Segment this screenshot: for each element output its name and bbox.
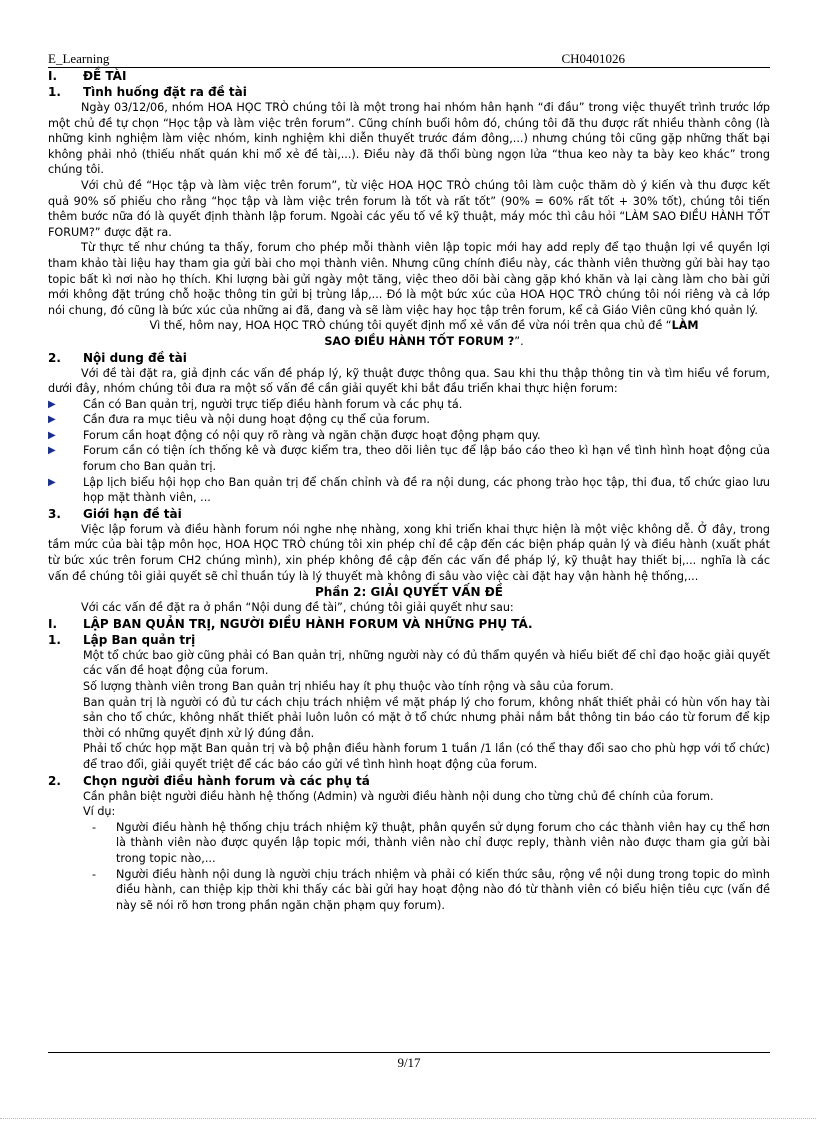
page-header: [48, 52, 770, 68]
paragraph: Số lượng thành viên trong Ban quản trị nhiều hay ít phụ thuộc vào tính rộng và sâu của forum.: [83, 680, 614, 693]
list-item: ▶ Forum cần có tiện ích thống kê và được kiểm tra, theo dõi liên tục để lập báo cáo theo kì hạn về tình hình hoạt động của forum cho Ban quản trị.: [48, 444, 770, 474]
paragraph: Việc lập forum và điều hành forum nói nghe nhẹ nhàng, xong khi triển khai thực hiện là một việc không dễ. Ở đây, trong tầm mức của bài tập môn học, HOA HỌC TRÒ chúng tôi xin phép chỉ đề cập đến các biện pháp quản lý và điều hành (xuất phát từ bức xúc trên forum CH2 chúng mình), xin phép không đề cập đến các vấn đề pháp lý, kỹ thuật hay thiết bị,... nghĩa là các vấn đề chúng tôi giải quyết sẽ chỉ thuần túy là lý thuyết mà không đi sâu vào việc cài đặt hay vận hành hệ thống,...: [48, 522, 770, 583]
list-item: - Người điều hành hệ thống chịu trách nhiệm kỹ thuật, phân quyền sử dụng forum cho các thành viên hay cụ thể hơn là thành viên nào được quyền lập topic mới, thành viên nào chỉ được reply, thành viên nào được tham gia gửi bài trong topic nào,...: [92, 820, 770, 865]
page-bottom-divider: [0, 1118, 816, 1119]
right-triangle-icon: ▶: [48, 414, 56, 426]
page-number: 9/17: [397, 1055, 421, 1070]
document-page: [48, 52, 770, 913]
paragraph: Với đề tài đặt ra, giả định các vấn đề pháp lý, kỹ thuật được thông qua. Sau khi thu thập thông tin và tìm hiểu về forum, dưới đây, nhóm chúng tôi đưa ra một số vấn đề cần giải quyết khi bắt đầu triển khai thực hiện forum:: [48, 366, 770, 396]
page-footer: [48, 1052, 770, 1071]
list-item: ▶ Lập lịch biểu hội họp cho Ban quản trị để chấn chỉnh và đề ra nội dung, các phong trào học tập, thi đua, tổ chức giao lưu họp mặt thành viên, ...: [48, 475, 770, 505]
subsection-heading: 1. Lập Ban quản trị: [48, 632, 196, 647]
list-item: ▶ Forum cần hoạt động có nội quy rõ ràng và ngăn chặn được hoạt động phạm quy.: [48, 428, 541, 442]
section-heading: I. LẬP BAN QUẢN TRỊ, NGƯỜI ĐIỀU HÀNH FORUM VÀ NHỮNG PHỤ TÁ.: [48, 616, 533, 631]
subsection-heading: 2. Chọn người điều hành forum và các phụ tá: [48, 773, 370, 788]
section-heading: I. ĐỀ TÀI: [48, 69, 127, 83]
list-item: ▶ Cần đưa ra mục tiêu và nội dung hoạt động cụ thể của forum.: [48, 413, 430, 427]
paragraph: Phải tổ chức họp mặt Ban quản trị và bộ phận điều hành forum 1 tuần /1 lần (có thể thay đổi sao cho phù hợp với tổ chức) để trao đổi, giải quyết triệt để các báo cáo gửi về tình hình hoạt động của forum.: [83, 742, 770, 771]
paragraph: Ban quản trị là người có đủ tư cách chịu trách nhiệm về mặt pháp lý cho forum, không nhất thiết phải có hùn vốn hay tài sản cho tổ chức, không nhất thiết phải luôn luôn có mặt ở tổ chức nhưng phải nắm bắt thông tin báo cáo từ forum để kịp thời có những quyết định xử lý đúng đắn.: [83, 695, 770, 740]
paragraph: Từ thực tế như chúng ta thấy, forum cho phép mỗi thành viên lập topic mới hay add reply để tạo thuận lợi về quyền lợi tham khảo tài liệu hay tham gia gửi bài cho mọi thành viên. Nhưng cũng chính điều này, các thành viên thường gửi bài hay tạo topic bất kì nơi nào họ thích. Khi lượng bài gửi ngày một tăng, việc theo dõi bài càng gặp khó khăn và lại càng làm cho bài gửi mới không đặt trúng chỗ hoặc thông tin gửi bị trùng lắp,... Đó là một bức xúc của HOA HỌC TRÒ chúng tôi nói riêng và cả lớp nói chung, đó cũng là bức xúc của những ai đã, đang và sẽ làm việc hay học tập trên forum, kể cả Giáo Viên cũng khó quản lý.: [48, 241, 770, 317]
dash-list: [48, 820, 770, 914]
right-triangle-icon: ▶: [48, 398, 56, 410]
paragraph: Ngày 03/12/06, nhóm HOA HỌC TRÒ chúng tôi là một trong hai nhóm hân hạnh “đi đầu” trong việc thuyết trình trước lớp một chủ đề tự chọn “Học tập và làm việc trên forum”. Cũng chính buổi hôm đó, chúng tôi đã thu được rất nhiều thành công (là những kinh nghiệm làm việc nhóm, kinh nghiệm khi diễn thuyết trước đám đông,...) nhưng chúng tôi cũng gặp những thất bại không phải nhỏ (thiếu nhất quán khi mổ xẻ đề tài,...). Điều này đã thổi bùng ngọn lửa “thua keo này ta bày keo khác” trong chúng tôi.: [48, 101, 770, 177]
subsection-heading: 3. Giới hạn đề tài: [48, 506, 182, 521]
list-item: ▶ Cần có Ban quản trị, người trực tiếp điều hành forum và các phụ tá.: [48, 397, 463, 411]
right-triangle-icon: ▶: [48, 429, 56, 441]
header-left: E_Learning: [48, 51, 110, 66]
subsection-heading: 2. Nội dung đề tài: [48, 350, 187, 365]
paragraph: Một tổ chức bao giờ cũng phải có Ban quản trị, những người này có đủ thẩm quyền và hiểu biết để chỉ đạo hoặc giải quyết các vấn đề hoạt động của forum.: [83, 648, 770, 678]
part-title: Phần 2: GIẢI QUYẾT VẤN ĐỀ: [315, 585, 503, 600]
subsection-heading: 1. Tình huống đặt ra đề tài: [48, 85, 247, 99]
paragraph: Cần phân biệt người điều hành hệ thống (Admin) và người điều hành nội dung cho từng chủ đề chính của forum.: [83, 789, 714, 803]
bullet-list: [48, 397, 770, 506]
paragraph: Với chủ đề “Học tập và làm việc trên forum”, từ việc HOA HỌC TRÒ chúng tôi làm cuộc thăm dò ý kiến và thu được kết quả 90% số phiếu cho rằng “học tập và làm việc trên forum là tốt và rất tốt” (90% = 60% rất tốt + 30% tốt), chúng tôi tiến thêm bước nữa đó là quyết định thành lập forum. Ngoài các yếu tố về kỹ thuật, máy móc thì câu hỏi “LÀM SAO ĐIỀU HÀNH TỐT FORUM?” được đặt ra.: [48, 178, 770, 239]
paragraph: Ví dụ:: [83, 805, 116, 819]
paragraph: Với các vấn đề đặt ra ở phần “Nội dung đề tài”, chúng tôi giải quyết như sau:: [81, 601, 514, 615]
right-triangle-icon: ▶: [48, 445, 56, 457]
paragraph-topic: Vì thế, hôm nay, HOA HỌC TRÒ chúng tôi quyết định mổ xẻ vấn đề vừa nói trên qua chủ đề “LÀM SAO ĐIỀU HÀNH TỐT FORUM ?”.: [149, 319, 699, 348]
list-item: - Người điều hành nội dung là người chịu trách nhiệm và phải có kiến thức sâu, rộng về nội dung trong topic do mình điều hành, can thiệp kịp thời khi thấy các bài gửi hay hoạt động nào đó từ thành viên có biểu hiện tiêu cực (vấn đề này sẽ nói rõ hơn trong phần ngăn chặn phạm quy forum).: [92, 867, 770, 912]
document-body: [48, 68, 770, 913]
right-triangle-icon: ▶: [48, 476, 56, 488]
header-right: CH0401026: [561, 51, 625, 66]
